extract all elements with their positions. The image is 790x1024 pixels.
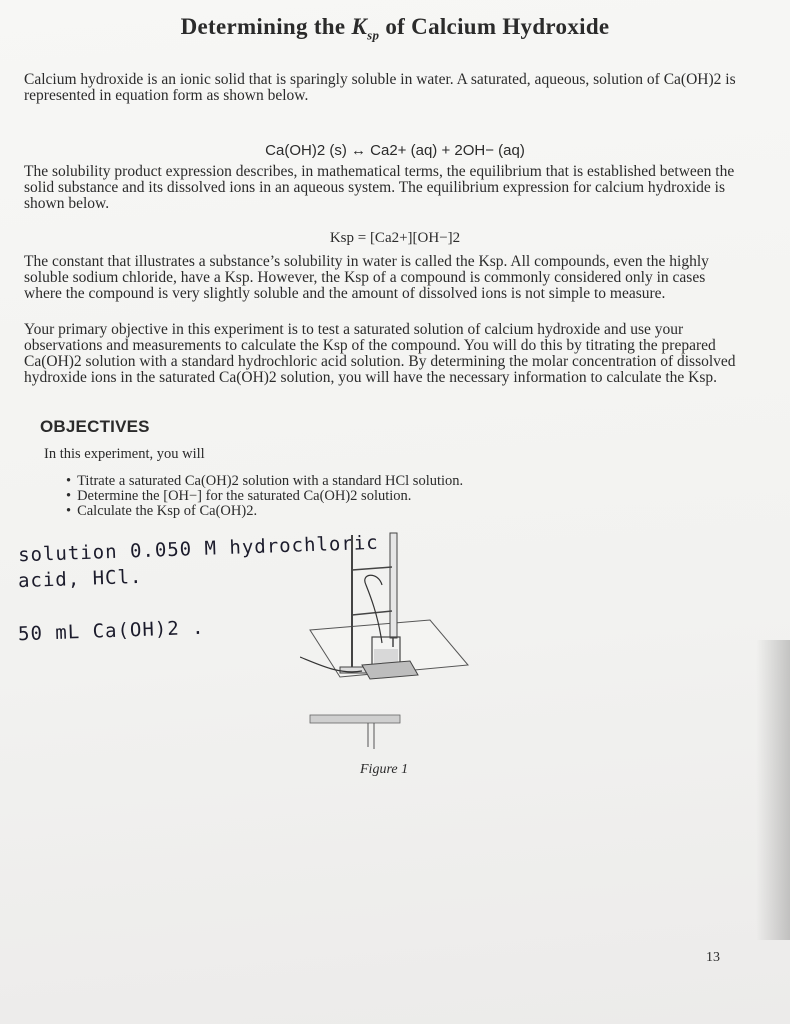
handwritten-note-line2: acid, HCl. [17, 565, 143, 593]
objectives-intro: In this experiment, you will [44, 446, 205, 462]
ksp-definition-paragraph: The constant that illustrates a substance’s solubility in water is called the Ksp. All compounds, even the highly soluble sodium chloride, have a Ksp. However, the Ksp of a compound is commonly considered only in cases where the compound is very slightly soluble and the amount of dissolved ions is not simple to measure. [24, 253, 709, 302]
page-edge-shadow [756, 640, 790, 940]
objectives-list [66, 474, 463, 519]
page-number: 13 [706, 950, 720, 965]
ksp-expression: Ksp = [Ca2+][OH−]2 [329, 230, 461, 246]
objective-item: • Titrate a saturated Ca(OH)2 solution with a standard HCl solution. [66, 474, 463, 489]
intro-paragraph: Calcium hydroxide is an ionic solid that is sparingly soluble in water. A saturated, aqueous, solution of Ca(OH)2 is represented in equation form as shown below. [24, 71, 736, 104]
title-suffix: of Calcium Hydroxide [379, 14, 610, 39]
title-ksp: $K_{sp}$ [351, 14, 380, 43]
figure-caption: Figure 1 [360, 762, 409, 777]
dissolution-equation: Ca(OH)2 (s) ↔ Ca2+ (aq) + 2OH− (aq) [265, 142, 525, 159]
objectives-heading: OBJECTIVES [40, 417, 150, 436]
handwritten-note-line3: 50 mL Ca(OH)2 . [17, 616, 205, 646]
table-edge [310, 715, 400, 723]
objective-item: • Determine the [OH−] for the saturated Ca(OH)2 solution. [66, 489, 463, 504]
burette [390, 533, 397, 638]
solubility-paragraph: The solubility product expression describes, in mathematical terms, the equilibrium that is established between the solid substance and its dissolved ions in an aqueous system. The equilibrium expression for calcium hydroxide is shown below. [24, 163, 735, 212]
handwritten-note-line1: solution 0.050 M hydrochloric [17, 531, 380, 567]
title-prefix: Determining the [180, 14, 352, 39]
objective-paragraph: Your primary objective in this experiment is to test a saturated solution of calcium hydroxide and use your observations and measurements to calculate the Ksp of the compound. You will do this by titrating the prepared Ca(OH)2 solution with a standard hydrochloric acid solution. By determining the molar concentration of dissolved hydroxide ions in the saturated Ca(OH)2 solution, you will have the necessary information to calculate the Ksp. [24, 321, 736, 386]
page-title [0, 14, 790, 44]
objective-item: • Calculate the Ksp of Ca(OH)2. [66, 504, 463, 519]
titration-setup-figure [300, 525, 480, 761]
